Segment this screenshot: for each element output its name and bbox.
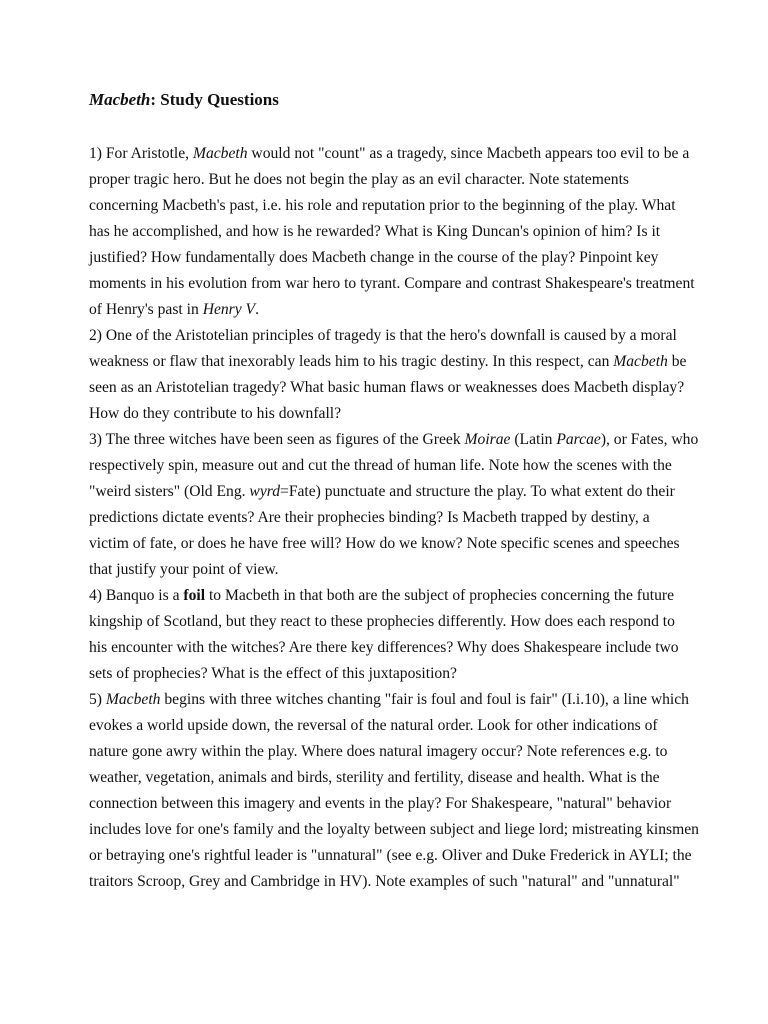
text-segment: weakness or flaw that inexorably leads him to his tragic destiny. In this respect, can xyxy=(89,353,614,370)
document-body xyxy=(89,141,699,895)
italic-text: Parcae xyxy=(556,431,601,448)
text-segment: 1) For Aristotle, xyxy=(89,145,193,162)
text-segment: that justify your point of view. xyxy=(89,561,279,578)
text-line xyxy=(89,401,689,427)
italic-text: Macbeth xyxy=(105,691,161,708)
text-segment: kingship of Scotland, but they react to these prophecies differently. How does each respond to xyxy=(89,613,675,630)
text-segment: nature gone awry within the play. Where does natural imagery occur? Note references e.g. to xyxy=(89,743,668,760)
text-segment: . xyxy=(255,301,259,318)
text-line xyxy=(89,141,689,167)
text-line xyxy=(89,323,689,349)
text-segment: =Fate) punctuate and structure the play. To what extent do their xyxy=(280,483,675,500)
text-segment: 3) The three witches have been seen as figures of the Greek xyxy=(89,431,465,448)
text-segment: concerning Macbeth's past, i.e. his role and reputation prior to the beginning of the play. What xyxy=(89,197,676,214)
text-line xyxy=(89,739,689,765)
text-line xyxy=(89,245,689,271)
text-segment: respectively spin, measure out and cut the thread of human life. Note how the scenes with the xyxy=(89,457,672,474)
text-line xyxy=(89,843,692,869)
text-line xyxy=(89,219,689,245)
page-title xyxy=(89,88,279,112)
italic-text: Moirae xyxy=(464,431,511,448)
text-segment: weather, vegetation, animals and birds, sterility and fertility, disease and health. What is the xyxy=(89,769,660,786)
text-line xyxy=(89,609,689,635)
text-line xyxy=(89,193,689,219)
text-segment: 5) xyxy=(89,691,106,708)
italic-text: wyrd xyxy=(249,483,281,500)
text-segment: his encounter with the witches? Are there key differences? Why does Shakespeare include two xyxy=(89,639,679,656)
text-segment: would not "count" as a tragedy, since Macbeth appears too evil to be a xyxy=(247,145,690,162)
text-line xyxy=(89,869,689,895)
text-segment: moments in his evolution from war hero to tyrant. Compare and contrast Shakespeare's treatment xyxy=(89,275,695,292)
text-line xyxy=(89,453,689,479)
title-play-name: Macbeth xyxy=(89,90,151,109)
text-segment: to Macbeth in that both are the subject of prophecies concerning the future xyxy=(205,587,675,604)
text-segment: sets of prophecies? What is the effect of this juxtaposition? xyxy=(89,665,457,682)
text-segment: be xyxy=(667,353,687,370)
text-segment: justified? How fundamentally does Macbeth change in the course of the play? Pinpoint key xyxy=(89,249,659,266)
text-line xyxy=(89,635,689,661)
text-line xyxy=(89,791,689,817)
text-line xyxy=(89,375,689,401)
text-segment: proper tragic hero. But he does not begin the play as an evil character. Note statements xyxy=(89,171,629,188)
text-segment: traitors Scroop, Grey and Cambridge in HV). Note examples of such "natural" and "unnatural" xyxy=(89,873,680,890)
text-segment: has he accomplished, and how is he rewarded? What is King Duncan's opinion of him? Is it xyxy=(89,223,661,240)
text-line xyxy=(89,817,699,843)
text-line xyxy=(89,765,689,791)
italic-text: Henry V xyxy=(202,301,256,318)
text-segment: of Henry's past in xyxy=(89,301,203,318)
text-segment: (Latin xyxy=(510,431,557,448)
text-segment: or betraying one's rightful leader is "unnatural" (see e.g. Oliver and Duke Frederick in AYLI; the xyxy=(89,847,692,864)
text-segment: ), or Fates, who xyxy=(600,431,699,448)
title-suffix: : Study Questions xyxy=(150,90,279,109)
text-segment: seen as an Aristotelian tragedy? What basic human flaws or weaknesses does Macbeth display? xyxy=(89,379,685,396)
text-segment: 4) Banquo is a xyxy=(89,587,184,604)
bold-text: foil xyxy=(183,587,206,604)
text-segment: 2) One of the Aristotelian principles of tragedy is that the hero's downfall is caused by a moral xyxy=(89,327,677,344)
text-line xyxy=(89,479,689,505)
text-line xyxy=(89,297,689,323)
text-segment: connection between this imagery and events in the play? For Shakespeare, "natural" behavior xyxy=(89,795,672,812)
text-line xyxy=(89,713,689,739)
text-line xyxy=(89,557,689,583)
text-segment: How do they contribute to his downfall? xyxy=(89,405,342,422)
text-line xyxy=(89,687,689,713)
italic-text: Macbeth xyxy=(192,145,248,162)
italic-text: Macbeth xyxy=(613,353,668,370)
text-segment: predictions dictate events? Are their prophecies binding? Is Macbeth trapped by destiny, a xyxy=(89,509,650,526)
text-segment: victim of fate, or does he have free will? How do we know? Note specific scenes and speeches xyxy=(89,535,680,552)
text-segment: includes love for one's family and the loyalty between subject and liege lord; mistreating kinsmen xyxy=(89,821,699,838)
text-line xyxy=(89,271,695,297)
text-line xyxy=(89,505,689,531)
text-segment: evokes a world upside down, the reversal of the natural order. Look for other indications of xyxy=(89,717,658,734)
text-line xyxy=(89,583,689,609)
text-line xyxy=(89,427,699,453)
text-segment: begins with three witches chanting "fair is foul and foul is fair" (I.i.10), a line which xyxy=(160,691,689,708)
text-line xyxy=(89,531,689,557)
text-line xyxy=(89,349,689,375)
text-line xyxy=(89,661,689,687)
text-line xyxy=(89,167,689,193)
text-segment: "weird sisters" (Old Eng. xyxy=(89,483,250,500)
